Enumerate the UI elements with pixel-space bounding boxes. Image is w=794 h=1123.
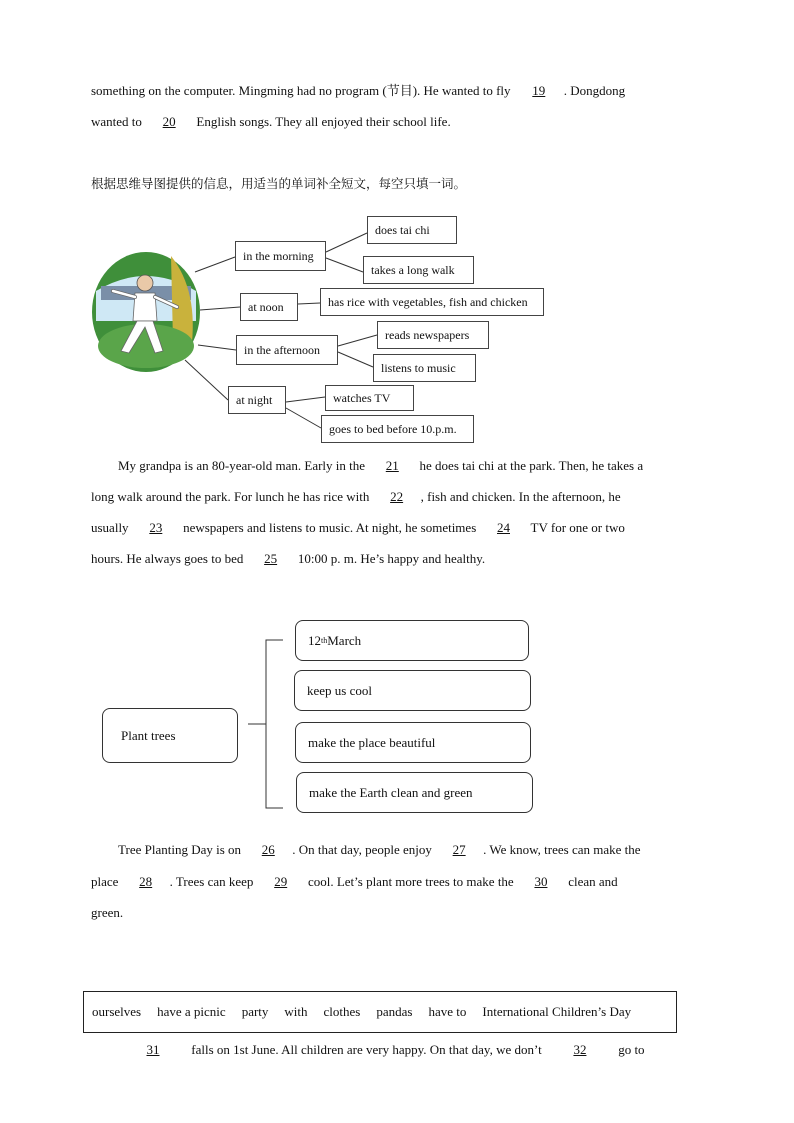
para2-line1: My grandpa is an 80-year-old man. Early in the 21 he does tai chi at the park. Then, he takes a [118, 458, 644, 473]
para3-line1: Tree Planting Day is on 26 . On that day, people enjoy 27 . We know, trees can make the [118, 842, 641, 857]
para2-line4: hours. He always goes to bed 25 10:00 p. m. He’s happy and healthy. [91, 551, 486, 566]
blank-29[interactable]: 29 [274, 874, 288, 889]
node-date: 12 th March [295, 620, 529, 661]
para2-line2: long walk around the park. For lunch he has rice with 22 , fish and chicken. In the afternoon, he [91, 489, 621, 504]
node-plant-trees: Plant trees [102, 708, 238, 763]
blank-28[interactable]: 28 [139, 874, 153, 889]
para4-line1: 31 falls on 1st June. All children are very happy. On that day, we don’t 32 go to [118, 1041, 645, 1059]
word-bank [83, 991, 677, 1033]
blank-25[interactable]: 25 [264, 551, 278, 566]
para1-line1: something on the computer. Mingming had no program (节目). He wanted to fly 19 . Dongdong [91, 83, 626, 98]
node-has-rice: has rice with vegetables, fish and chicken [320, 288, 544, 316]
blank-20[interactable]: 20 [162, 114, 176, 129]
word-bank-item: International Children’s Day [482, 1004, 632, 1019]
node-in-the-morning: in the morning [235, 241, 326, 271]
blank-31[interactable]: 31 [146, 1042, 160, 1057]
para3-line2: place 28 . Trees can keep 29 cool. Let’s plant more trees to make the 30 clean and [91, 874, 618, 889]
para2-line3: usually 23 newspapers and listens to music. At night, he sometimes 24 TV for one or two [91, 520, 625, 535]
para3-line3: green. [91, 905, 124, 920]
node-make-earth-clean: make the Earth clean and green [296, 772, 533, 813]
node-make-place-beautiful: make the place beautiful [295, 722, 531, 763]
blank-24[interactable]: 24 [497, 520, 510, 535]
node-in-the-afternoon: in the afternoon [236, 335, 338, 365]
blank-19[interactable]: 19 [532, 83, 546, 98]
node-goes-to-bed: goes to bed before 10.p.m. [321, 415, 474, 443]
blank-22[interactable]: 22 [390, 489, 404, 504]
node-watches-tv: watches TV [325, 385, 414, 411]
blank-27[interactable]: 27 [452, 842, 466, 857]
word-bank-item: clothes [323, 1004, 361, 1019]
word-bank-item: pandas [376, 1004, 413, 1019]
word-bank-item: with [284, 1004, 308, 1019]
word-bank-item: party [241, 1004, 269, 1019]
blank-26[interactable]: 26 [261, 842, 275, 857]
blank-30[interactable]: 30 [534, 874, 548, 889]
blank-21[interactable]: 21 [385, 458, 399, 473]
blank-32[interactable]: 32 [573, 1042, 587, 1057]
word-bank-item: have a picnic [157, 1004, 226, 1019]
node-takes-a-long-walk: takes a long walk [363, 256, 474, 284]
blank-23[interactable]: 23 [149, 520, 163, 535]
node-at-noon: at noon [240, 293, 298, 321]
word-bank-item: have to [428, 1004, 467, 1019]
para1-line2: wanted to 20 English songs. They all enjoyed their school life. [91, 114, 451, 129]
node-keep-us-cool: keep us cool [294, 670, 531, 711]
node-does-tai-chi: does tai chi [367, 216, 457, 244]
instruction: 根据思维导图提供的信息，用适当的单词补全短文，每空只填一词。 [91, 176, 467, 191]
word-bank-item: ourselves [92, 1004, 142, 1019]
node-reads-newspapers: reads newspapers [377, 321, 489, 349]
node-listens-to-music: listens to music [373, 354, 476, 382]
node-at-night: at night [228, 386, 286, 414]
